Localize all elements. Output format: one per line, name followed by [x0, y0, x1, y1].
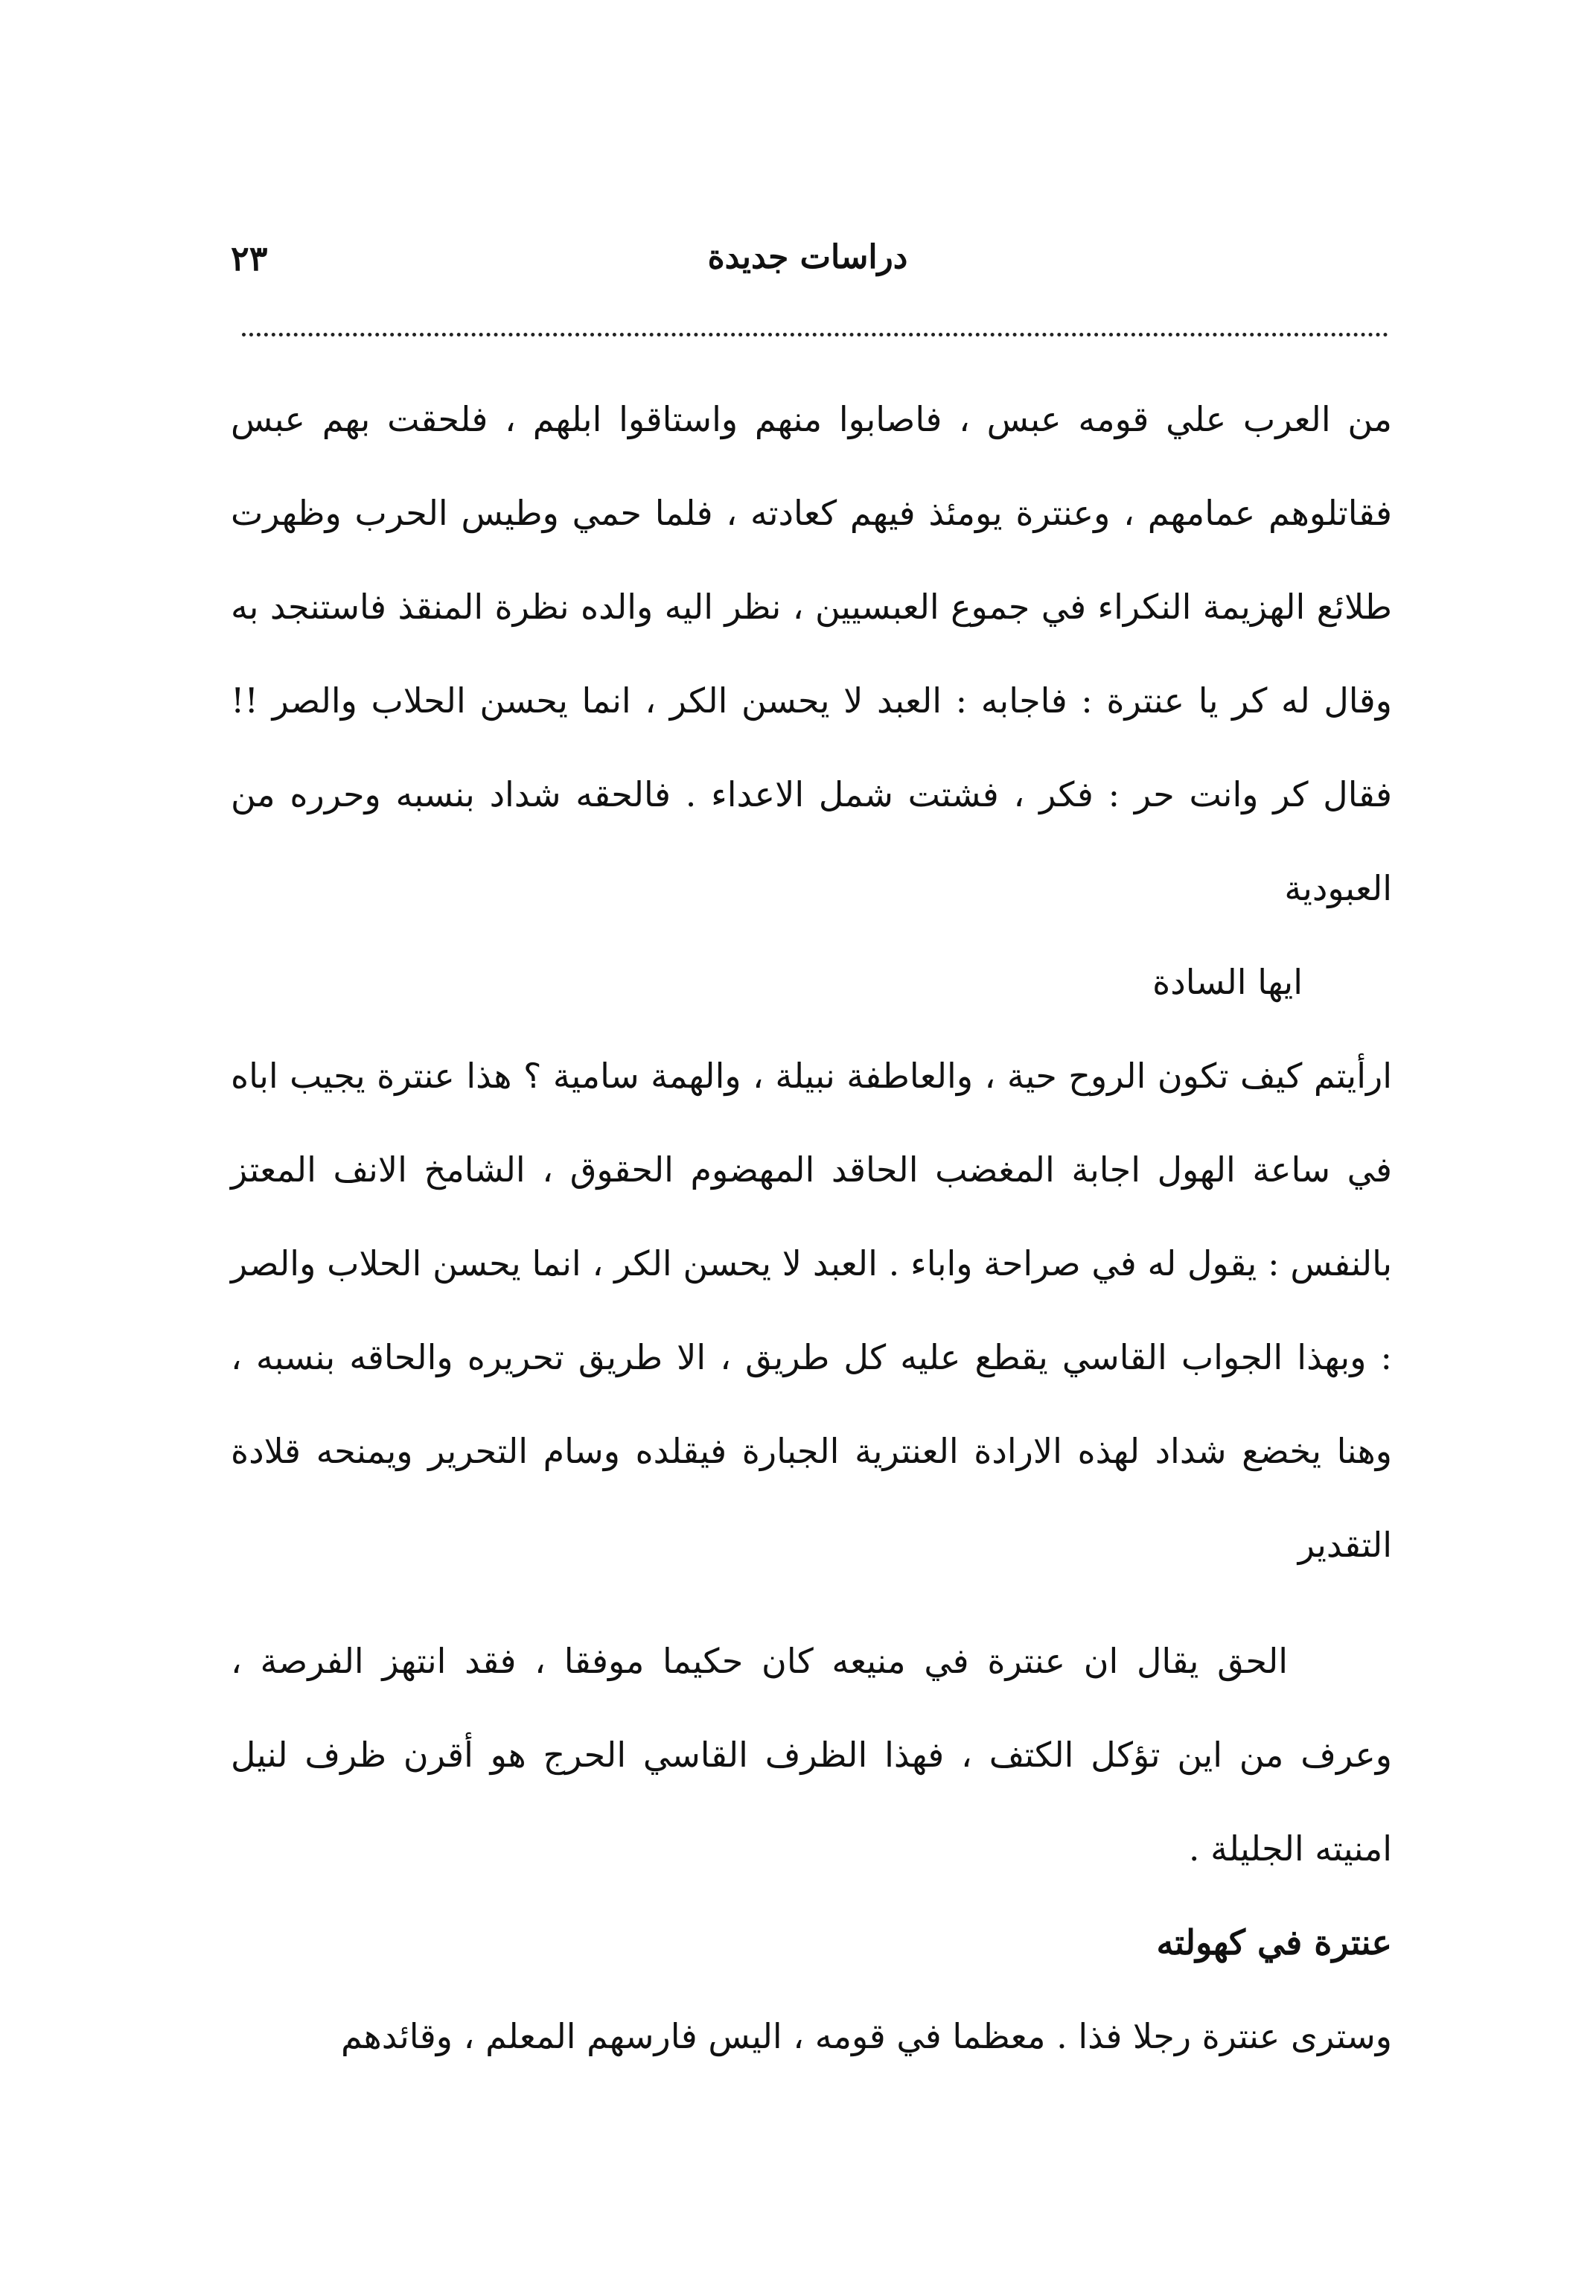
- section-heading: عنترة في كهولته: [1156, 1922, 1392, 1962]
- page-number: ٢٣: [231, 238, 268, 278]
- address-heading: ايها السادة: [1152, 962, 1303, 1002]
- paragraph-spirit: ارأيتم كيف تكون الروح حية ، والعاطفة نبيلة ، والهمة سامية ؟ هذا عنترة يجيب اباه في ساعة الهول اجابة المغضب الحاقد المهضوم الحقوق ، الشامخ الانف المعتز بالنفس : يقول له في صراحة واباء . العبد لا يحسن الكر ، انما يحسن الحلاب والصر : وبهذا الجواب القاسي يقطع عليه كل طريق ، الا طريق تحريره والحاقه بنسبه ، وهنا يخضع شداد لهذه الارادة العنترية الجبارة فيقلده وسام التحرير ويمنحه قلادة التقدير: [231, 1056, 1392, 1565]
- running-head: [231, 238, 1385, 298]
- header-rule: [242, 333, 1388, 337]
- paragraph-gap: [231, 1592, 1392, 1614]
- paragraph-battle: من العرب علي قومه عبس ، فاصابوا منهم واستاقوا ابلهم ، فلحقت بهم عبس فقاتلوهم عمامهم ، وعنترة يومئذ فيهم كعادته ، فلما حمي وطيس الحرب وظهرت طلائع الهزيمة النكراء في جموع العبسيين ، نظر اليه والده نظرة المنقذ فاستنجد به وقال له كر يا عنترة : فاجابه : العبد لا يحسن الكر ، انما يحسن الحلاب والصر !! فقال كر وانت حر : فكر ، فشتت شمل الاعداء . فالحقه شداد بنسبه وحرره من العبودية: [231, 399, 1392, 908]
- paragraph-maturity: وسترى عنترة رجلا فذا . معظما في قومه ، اليس فارسهم المعلم ، وقائدهم: [340, 2016, 1392, 2056]
- book-title: دراسات جديدة: [707, 238, 908, 276]
- body-text: [231, 372, 1392, 2083]
- paragraph-wisdom: الحق يقال ان عنترة في منيعه كان حكيما موفقا ، فقد انتهز الفرصة ، وعرف من اين تؤكل الكتف ، فهذا الظرف القاسي الحرج هو أقرن ظرف لنيل امنيته الجليلة .: [231, 1641, 1392, 1869]
